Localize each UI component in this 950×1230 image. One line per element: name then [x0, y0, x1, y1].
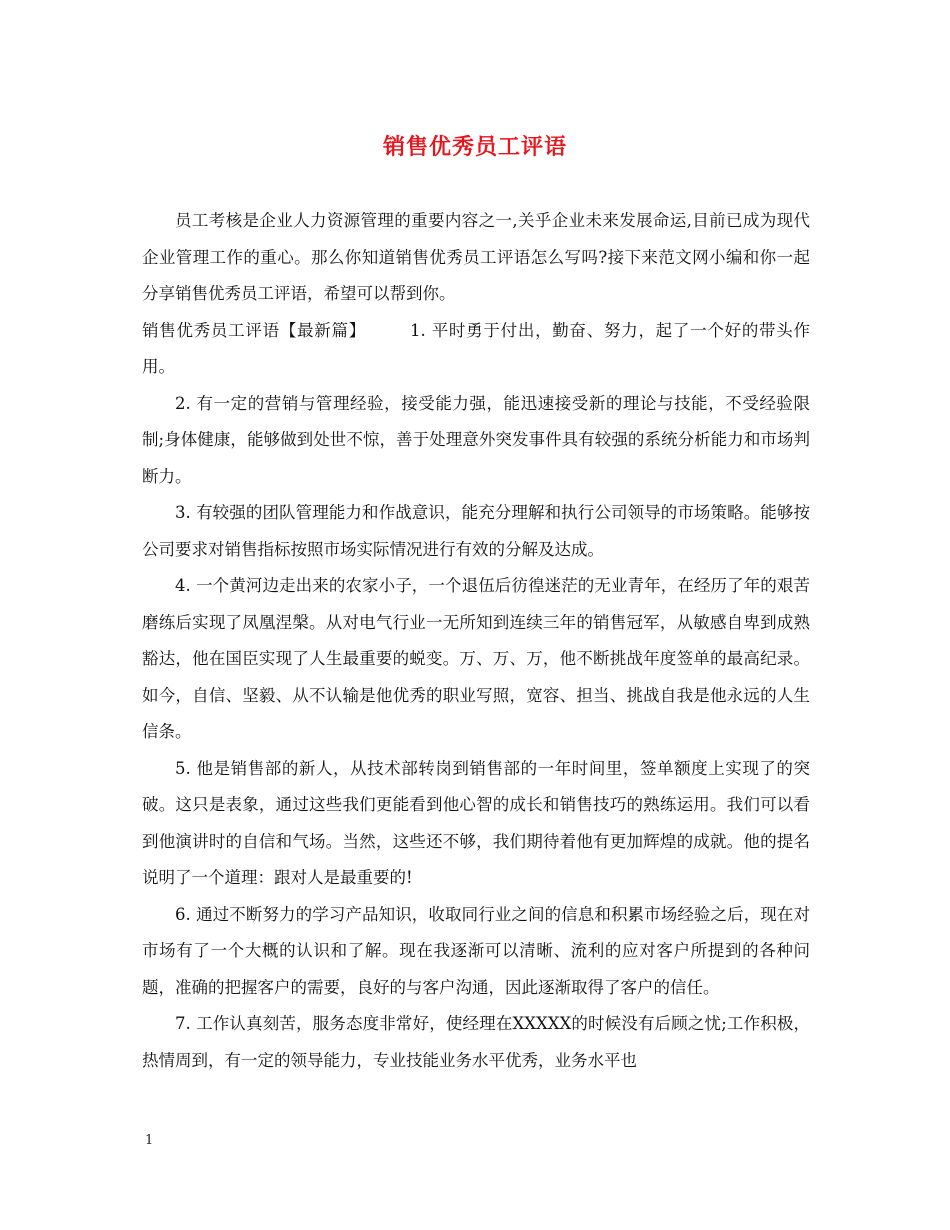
section-heading: 销售优秀员工评语【最新篇】	[142, 320, 366, 340]
item-5: 5. 他是销售部的新人，从技术部转岗到销售部的一年时间里，签单额度上实现了的突破。这只是表象，通过这些我们更能看到他心智的成长和销售技巧的熟练运用。我们可以看到他演讲时的自信和气场。当然，这些还不够，我们期待着他有更加辉煌的成就。他的提名说明了一个道理：跟对人是最重要的!	[142, 758, 810, 887]
item-7: 7. 工作认真刻苦，服务态度非常好，使经理在XXXXX的时候没有后顾之忧;工作积极，热情周到，有一定的领导能力，专业技能业务水平优秀，业务水平也	[142, 1014, 810, 1070]
page-number: 1	[145, 1133, 154, 1148]
section-paragraph	[142, 313, 810, 386]
intro-paragraph: 员工考核是企业人力资源管理的重要内容之一,关乎企业未来发展命运,目前已成为现代企业管理工作的重心。那么你知道销售优秀员工评语怎么写吗?接下来范文网小编和你一起分享销售优秀员工评语，希望可以帮到你。	[142, 211, 810, 303]
item-1: 1. 平时勇于付出，勤奋、努力，起了一个好的带头作用。	[142, 320, 811, 376]
item-3: 3. 有较强的团队管理能力和作战意识，能充分理解和执行公司领导的市场策略。能够按公司要求对销售指标按照市场实际情况进行有效的分解及达成。	[142, 503, 810, 559]
item-4: 4. 一个黄河边走出来的农家小子，一个退伍后彷徨迷茫的无业青年，在经历了年的艰苦磨练后实现了凤凰涅槃。从对电气行业一无所知到连续三年的销售冠军，从敏感自卑到成熟豁达，他在国臣实现了人生最重要的蜕变。万、万、万，他不断挑战年度签单的最高纪录。如今，自信、坚毅、从不认输是他优秀的职业写照，宽容、担当、挑战自我是他永远的人生信条。	[142, 576, 810, 741]
item-2: 2. 有一定的营销与管理经验，接受能力强，能迅速接受新的理论与技能，不受经验限制;身体健康，能够做到处世不惊，善于处理意外突发事件具有较强的系统分析能力和市场判断力。	[142, 393, 810, 486]
page-title: 销售优秀员工评语	[382, 135, 567, 160]
document-body	[142, 203, 810, 1079]
item-6: 6. 通过不断努力的学习产品知识，收取同行业之间的信息和积累市场经验之后，现在对市场有了一个大概的认识和了解。现在我逐渐可以清晰、流利的应对客户所提到的各种问题，准确的把握客户的需要，良好的与客户沟通，因此逐渐取得了客户的信任。	[142, 904, 810, 997]
